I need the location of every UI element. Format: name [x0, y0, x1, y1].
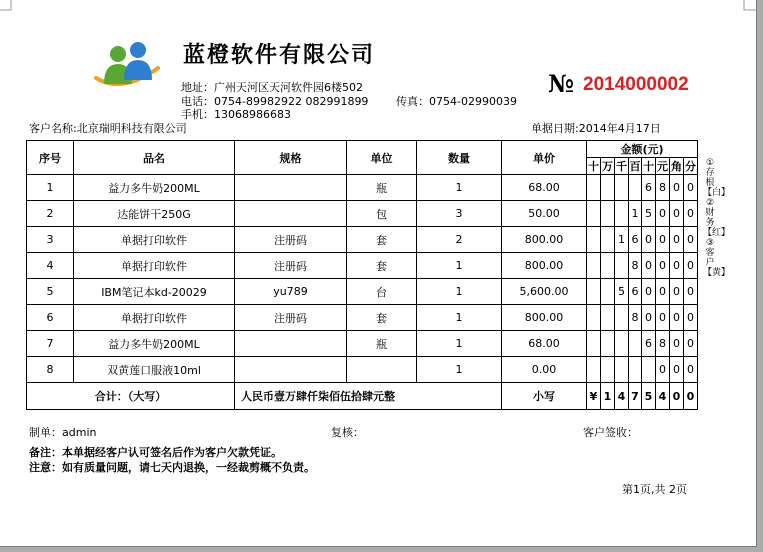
- cell-spec: 注册码: [235, 227, 347, 253]
- cell-seq: 8: [27, 357, 74, 383]
- cell-digit: [615, 253, 629, 279]
- cell-price: 5,600.00: [502, 279, 587, 305]
- cell-name: 益力多牛奶200ML: [74, 331, 235, 357]
- cell-digit: 0: [656, 253, 670, 279]
- cell-digit: 0: [642, 305, 656, 331]
- total-digit: 0: [684, 383, 698, 410]
- cell-digit: 6: [642, 331, 656, 357]
- cell-digit: [615, 175, 629, 201]
- digit-header: 百: [629, 158, 642, 175]
- table-row: [27, 175, 698, 201]
- customer-sign: 客户签收：: [583, 426, 638, 439]
- cell-price: 800.00: [502, 253, 587, 279]
- table-row: [27, 331, 698, 357]
- cell-digit: 8: [656, 175, 670, 201]
- reviewer: 复核：: [331, 426, 364, 439]
- cell-price: 0.00: [502, 357, 587, 383]
- header-price: 单价: [502, 141, 587, 175]
- cell-seq: 3: [27, 227, 74, 253]
- cell-digit: 0: [684, 357, 698, 383]
- cell-digit: [587, 305, 601, 331]
- cell-digit: 8: [656, 331, 670, 357]
- cell-digit: [587, 227, 601, 253]
- table-row: [27, 227, 698, 253]
- cell-price: 68.00: [502, 331, 587, 357]
- header-amount: 金额(元): [587, 141, 698, 158]
- cell-digit: [587, 331, 601, 357]
- table-row: [27, 305, 698, 331]
- cell-digit: 0: [670, 331, 684, 357]
- cell-spec: [235, 331, 347, 357]
- cell-price: 800.00: [502, 305, 587, 331]
- cell-qty: 1: [417, 279, 502, 305]
- cell-unit: 包: [347, 201, 417, 227]
- cell-digit: [615, 305, 629, 331]
- cell-unit: 瓶: [347, 175, 417, 201]
- cell-seq: 5: [27, 279, 74, 305]
- header-seq: 序号: [27, 141, 74, 175]
- cell-spec: [235, 201, 347, 227]
- total-row: [27, 383, 698, 410]
- cell-price: 50.00: [502, 201, 587, 227]
- cell-seq: 7: [27, 331, 74, 357]
- cell-digit: [615, 201, 629, 227]
- receipt-date: 单据日期:2014年4月17日: [531, 122, 661, 135]
- cell-digit: [587, 279, 601, 305]
- cell-digit: [601, 253, 615, 279]
- digit-header: 元: [656, 158, 670, 175]
- cell-digit: 0: [670, 253, 684, 279]
- cell-name: 达能饼干250G: [74, 201, 235, 227]
- maker: 制单：admin: [29, 426, 97, 439]
- cell-digit: 0: [656, 227, 670, 253]
- header-name: 品名: [74, 141, 235, 175]
- cell-digit: 0: [684, 331, 698, 357]
- cell-name: 单据打印软件: [74, 227, 235, 253]
- page-shadow-right: [756, 0, 757, 546]
- cell-qty: 1: [417, 253, 502, 279]
- cell-digit: [601, 331, 615, 357]
- cell-digit: 0: [670, 279, 684, 305]
- header-spec: 规格: [235, 141, 347, 175]
- total-digit: 5: [642, 383, 656, 410]
- digit-header: 分: [684, 158, 698, 175]
- cell-digit: [587, 175, 601, 201]
- cell-digit: 8: [629, 305, 642, 331]
- digit-header: 万: [601, 158, 615, 175]
- company-address: 地址：广州天河区天河软件园6楼502: [181, 81, 363, 94]
- page-indicator: 第1页,共 2页: [622, 483, 687, 496]
- cell-digit: 5: [615, 279, 629, 305]
- cell-digit: 0: [656, 357, 670, 383]
- cell-digit: [601, 227, 615, 253]
- cell-spec: 注册码: [235, 253, 347, 279]
- items-table: [26, 140, 698, 410]
- cell-name: 益力多牛奶200ML: [74, 175, 235, 201]
- cell-unit: [347, 357, 417, 383]
- cell-digit: 1: [615, 227, 629, 253]
- cell-digit: 0: [684, 175, 698, 201]
- cell-digit: 0: [642, 253, 656, 279]
- cell-seq: 4: [27, 253, 74, 279]
- cell-spec: yu789: [235, 279, 347, 305]
- cell-unit: 台: [347, 279, 417, 305]
- cell-digit: 0: [684, 227, 698, 253]
- table-row: [27, 279, 698, 305]
- cell-digit: 0: [642, 227, 656, 253]
- cell-digit: 0: [670, 227, 684, 253]
- table-row: [27, 357, 698, 383]
- cell-name: 单据打印软件: [74, 305, 235, 331]
- cell-unit: 套: [347, 227, 417, 253]
- cell-digit: 6: [629, 279, 642, 305]
- cell-seq: 2: [27, 201, 74, 227]
- cell-unit: 套: [347, 305, 417, 331]
- note-remark: 备注：本单据经客户认可签名后作为客户欠款凭证。: [29, 446, 282, 459]
- customer-name: 客户名称:北京瑞明科技有限公司: [29, 122, 187, 135]
- cell-digit: [587, 357, 601, 383]
- cell-seq: 1: [27, 175, 74, 201]
- cell-digit: 0: [684, 201, 698, 227]
- cell-digit: 5: [642, 201, 656, 227]
- table-row: [27, 201, 698, 227]
- copy-distribution-note: ①存根【白】②财务【红】③客户【黄】: [703, 158, 731, 278]
- cell-digit: [587, 201, 601, 227]
- cell-digit: 0: [670, 201, 684, 227]
- cell-name: IBM笔记本kd-20029: [74, 279, 235, 305]
- cell-unit: 瓶: [347, 331, 417, 357]
- company-fax: 传真：0754-02990039: [396, 95, 517, 108]
- cell-spec: 注册码: [235, 305, 347, 331]
- cell-price: 800.00: [502, 227, 587, 253]
- page-shadow-bottom: [0, 546, 757, 547]
- digit-header: 十: [587, 158, 601, 175]
- table-row: [27, 253, 698, 279]
- digit-header: 千: [615, 158, 629, 175]
- cell-unit: 套: [347, 253, 417, 279]
- cell-spec: [235, 175, 347, 201]
- digit-header: 十: [642, 158, 656, 175]
- cell-digit: 0: [670, 305, 684, 331]
- total-words: 人民币壹万肆仟柒佰伍拾肆元整: [235, 383, 502, 410]
- total-small-label: 小写: [502, 383, 587, 410]
- cell-qty: 3: [417, 201, 502, 227]
- receipt-number: 2014000002: [583, 74, 689, 95]
- cell-digit: 8: [629, 253, 642, 279]
- total-digit: 7: [629, 383, 642, 410]
- cell-price: 68.00: [502, 175, 587, 201]
- cell-spec: [235, 357, 347, 383]
- total-digit: ¥: [587, 383, 601, 410]
- cell-digit: 6: [629, 227, 642, 253]
- cell-digit: 6: [642, 175, 656, 201]
- total-label: 合计：（大写）: [27, 383, 235, 410]
- total-digit: 4: [656, 383, 670, 410]
- cell-digit: [629, 357, 642, 383]
- company-logo-icon: [92, 38, 166, 98]
- note-warning: 注意：如有质量问题，请七天内退换，一经裁剪概不负责。: [29, 461, 315, 474]
- cell-digit: 0: [656, 305, 670, 331]
- cell-digit: 1: [629, 201, 642, 227]
- company-mobile: 手机：13068986683: [181, 108, 291, 121]
- total-digit: 0: [670, 383, 684, 410]
- cell-digit: 0: [656, 201, 670, 227]
- cell-qty: 1: [417, 331, 502, 357]
- table-header-row: [27, 141, 698, 158]
- digit-header: 角: [670, 158, 684, 175]
- cell-name: 单据打印软件: [74, 253, 235, 279]
- cell-qty: 1: [417, 357, 502, 383]
- header-unit: 单位: [347, 141, 417, 175]
- cell-digit: [601, 201, 615, 227]
- company-phone: 电话：0754-89982922 082991899: [181, 95, 369, 108]
- cell-digit: [601, 357, 615, 383]
- cell-digit: 0: [642, 279, 656, 305]
- cell-digit: [629, 331, 642, 357]
- total-digit: 1: [601, 383, 615, 410]
- cell-qty: 2: [417, 227, 502, 253]
- header-qty: 数量: [417, 141, 502, 175]
- cell-qty: 1: [417, 175, 502, 201]
- cell-digit: [587, 253, 601, 279]
- company-name: 蓝橙软件有限公司: [183, 42, 376, 68]
- cell-name: 双黄莲口服液10ml: [74, 357, 235, 383]
- receipt-number-label: №: [548, 69, 575, 98]
- cell-digit: 0: [684, 305, 698, 331]
- cell-digit: [615, 331, 629, 357]
- cell-digit: 0: [670, 357, 684, 383]
- cell-digit: [601, 305, 615, 331]
- cell-qty: 1: [417, 305, 502, 331]
- cell-digit: [629, 175, 642, 201]
- total-digit: 4: [615, 383, 629, 410]
- cell-digit: 0: [684, 253, 698, 279]
- cell-digit: 0: [684, 279, 698, 305]
- cell-digit: [642, 357, 656, 383]
- cell-digit: [601, 279, 615, 305]
- cell-digit: 0: [670, 175, 684, 201]
- cell-digit: [615, 357, 629, 383]
- cell-digit: [601, 175, 615, 201]
- cell-digit: 0: [656, 279, 670, 305]
- cell-seq: 6: [27, 305, 74, 331]
